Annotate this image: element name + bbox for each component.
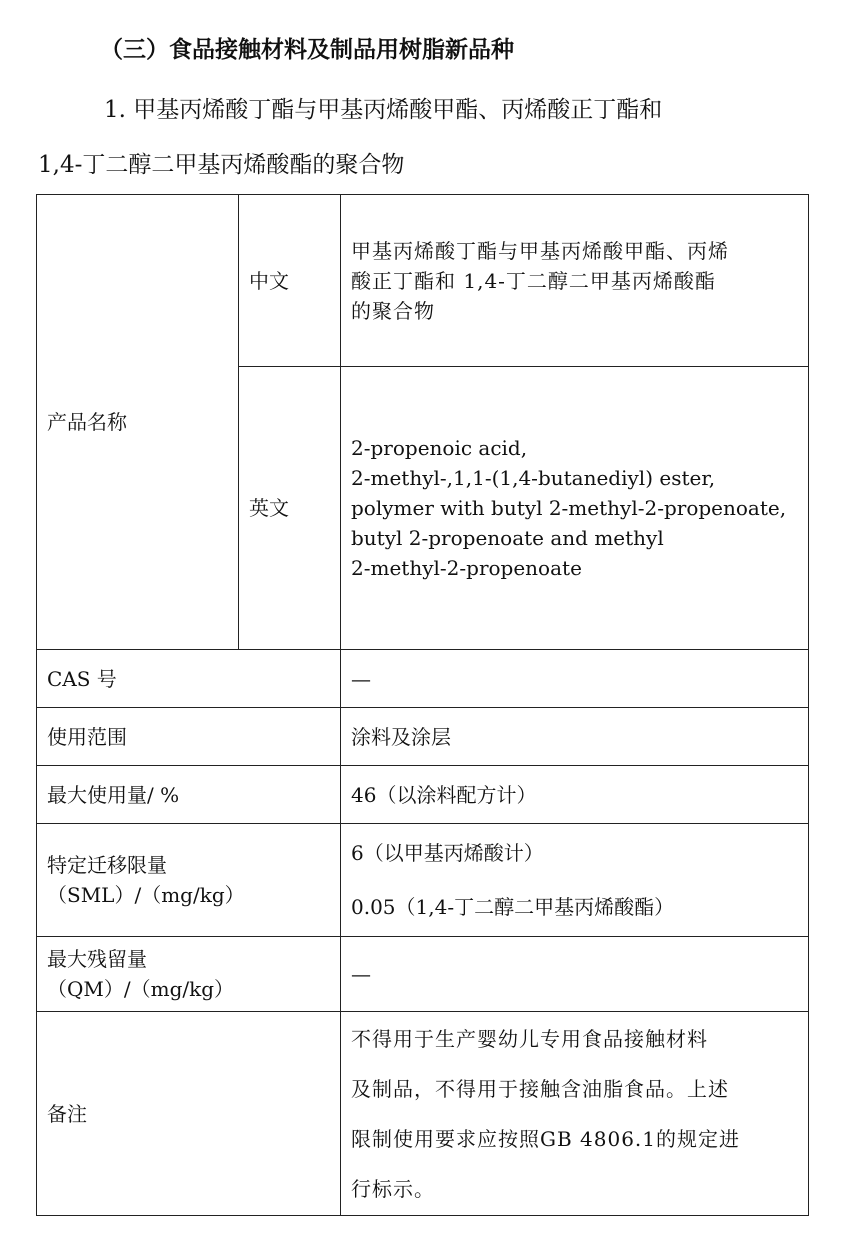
chinese-name-value [341,195,809,367]
english-name-line: 2-methyl-2-propenoate [351,556,582,580]
english-name-line: polymer with butyl 2-methyl-2-propenoate, [351,496,787,520]
qm-label-line: 最大残留量 [47,947,147,971]
specification-table [36,194,809,1216]
cas-label: CAS 号 [37,650,341,708]
table-row [37,1012,809,1216]
item-title-line-2: 1,4-丁二醇二甲基丙烯酸酯的聚合物 [38,152,405,178]
cas-value: — [341,650,809,708]
remarks-line: 行标示。 [351,1176,435,1201]
sml-label-line: （SML）/（mg/kg） [47,883,245,907]
scope-value: 涂料及涂层 [341,708,809,766]
remarks-label: 备注 [37,1012,341,1216]
table-row [37,195,809,367]
table-row [37,766,809,824]
qm-label [37,937,341,1012]
chinese-name-line: 酸正丁酯和 1,4-丁二醇二甲基丙烯酸酯 [351,268,716,293]
chinese-name-line: 甲基丙烯酸丁酯与甲基丙烯酸甲酯、丙烯 [351,238,729,263]
english-name-label: 英文 [239,367,341,650]
english-name-line: 2-methyl-,1,1-(1,4-butanediyl) ester, [351,466,716,490]
english-name-value [341,367,809,650]
item-title-line-1: 1. 甲基丙烯酸丁酯与甲基丙烯酸甲酯、丙烯酸正丁酯和 [104,97,663,123]
english-name-line: butyl 2-propenoate and methyl [351,526,664,550]
qm-value: — [341,937,809,1012]
chinese-name-line: 的聚合物 [351,298,435,323]
chinese-name-label: 中文 [239,195,341,367]
table-row [37,708,809,766]
sml-value [341,824,809,937]
sml-value-line: 0.05（1,4-丁二醇二甲基丙烯酸酯） [351,895,675,919]
remarks-line: 及制品，不得用于接触含油脂食品。上述 [351,1076,729,1101]
sml-label-line: 特定迁移限量 [47,853,167,877]
qm-label-line: （QM）/（mg/kg） [47,977,235,1001]
max-usage-label: 最大使用量/ % [37,766,341,824]
product-name-label: 产品名称 [37,195,239,650]
remarks-line: 不得用于生产婴幼儿专用食品接触材料 [351,1026,708,1051]
section-heading: （三）食品接触材料及制品用树脂新品种 [100,37,514,63]
english-name-line: 2-propenoic acid, [351,436,528,460]
table-row [37,650,809,708]
table-row [37,937,809,1012]
sml-label [37,824,341,937]
scope-label: 使用范围 [37,708,341,766]
table-row [37,824,809,937]
sml-value-line: 6（以甲基丙烯酸计） [351,841,544,865]
max-usage-value: 46（以涂料配方计） [341,766,809,824]
remarks-value [341,1012,809,1216]
remarks-line: 限制使用要求应按照GB 4806.1的规定进 [351,1126,741,1151]
